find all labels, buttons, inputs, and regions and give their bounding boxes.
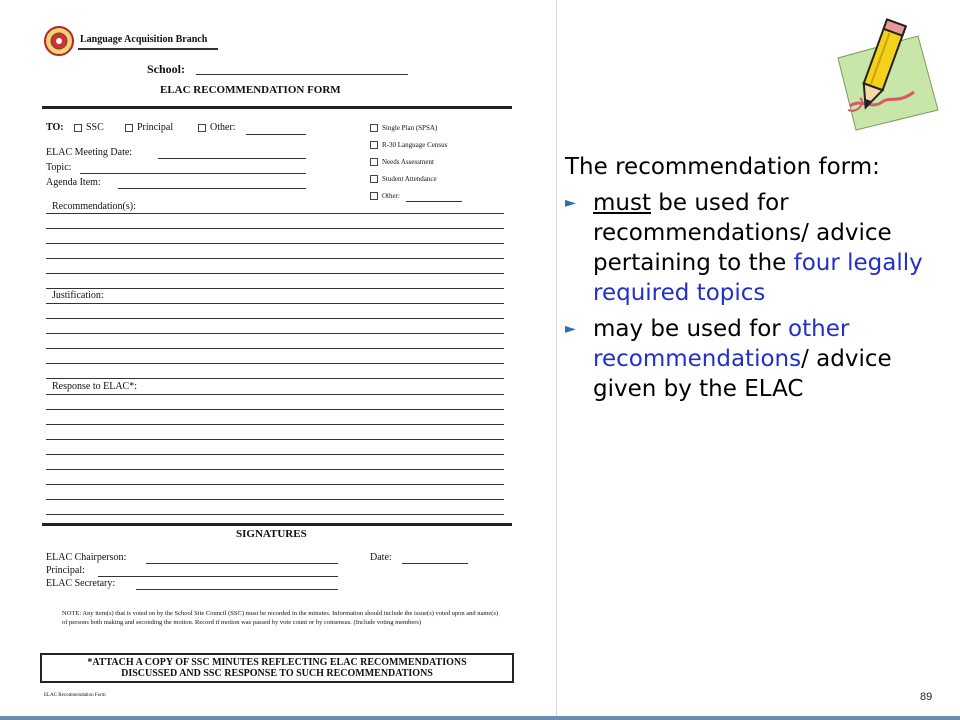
checkbox-icon bbox=[125, 124, 133, 132]
recommendations-label: Recommendation(s): bbox=[52, 201, 136, 212]
school-label: School: bbox=[147, 62, 186, 76]
checkbox-icon bbox=[370, 175, 378, 183]
attach-line-2: DISCUSSED AND SSC RESPONSE TO SUCH RECOMMENDATIONS bbox=[121, 668, 433, 679]
bullet-arrow-icon: ► bbox=[565, 195, 576, 211]
meeting-date-label: ELAC Meeting Date: bbox=[46, 147, 133, 158]
secretary-label: ELAC Secretary: bbox=[46, 578, 116, 589]
to-option-other: Other: bbox=[198, 122, 236, 133]
checkbox-needs: Needs Assessment bbox=[370, 158, 434, 166]
bullet-arrow-icon: ► bbox=[565, 321, 576, 337]
date-label: Date: bbox=[370, 552, 392, 563]
slide-intro: The recommendation form: bbox=[565, 154, 880, 180]
branch-name: Language Acquisition Branch bbox=[80, 34, 208, 45]
response-label: Response to ELAC*: bbox=[52, 381, 137, 392]
attach-line-1: *ATTACH A COPY OF SSC MINUTES REFLECTING ELAC RECOMMENDATIONS bbox=[87, 657, 467, 668]
checkbox-icon bbox=[198, 124, 206, 132]
to-option-ssc: SSC bbox=[74, 122, 104, 133]
form-title: ELAC RECOMMENDATION FORM bbox=[160, 84, 341, 96]
checkbox-icon bbox=[370, 124, 378, 132]
bullet-2-text-a: may be used for bbox=[593, 316, 789, 342]
principal-label: Principal: bbox=[46, 565, 85, 576]
checkbox-attendance: Student Attendance bbox=[370, 175, 437, 183]
page-number: 89 bbox=[920, 691, 933, 703]
slide-content bbox=[565, 152, 925, 410]
checkbox-icon bbox=[370, 141, 378, 149]
checkbox-spsa: Single Plan (SPSA) bbox=[370, 124, 437, 132]
bullet-1-must: must bbox=[593, 190, 651, 216]
bullet-1-highlight: four legally required topics bbox=[593, 250, 923, 306]
attach-box bbox=[40, 653, 514, 683]
to-option-principal: Principal bbox=[125, 122, 173, 133]
checkbox-census: R-30 Language Census bbox=[370, 141, 447, 149]
district-seal-icon bbox=[44, 26, 74, 56]
checkbox-icon bbox=[74, 124, 82, 132]
topic-label: Topic: bbox=[46, 162, 72, 173]
form-footer: ELAC Recommendation Form bbox=[44, 693, 106, 698]
agenda-label: Agenda Item: bbox=[46, 177, 101, 188]
chairperson-label: ELAC Chairperson: bbox=[46, 552, 127, 563]
bullet-2-text-b: / advice given by the ELAC bbox=[593, 346, 892, 402]
bullet-1 bbox=[565, 188, 925, 308]
form-note: NOTE: Any item(s) that is voted on by the School Site Council (SSC) must be recorded in the minutes. Information should include the issue(s) voted upon and name(s) of persons both making and seconding the motion. Record if motion was passed by vote count or by consensus. (Include voting members) bbox=[62, 610, 499, 626]
justification-label: Justification: bbox=[52, 290, 104, 301]
checkbox-icon bbox=[370, 192, 378, 200]
to-label: TO: bbox=[46, 122, 64, 133]
signatures-title: SIGNATURES bbox=[236, 528, 307, 540]
bullet-2 bbox=[565, 314, 925, 404]
bullet-1-text: be used for recommendations/ advice pertaining to the bbox=[593, 190, 892, 276]
bullet-2-highlight: other recommendations bbox=[593, 316, 850, 372]
checkbox-icon bbox=[370, 158, 378, 166]
checkbox-other: Other: bbox=[370, 192, 400, 200]
pencil-icon bbox=[820, 18, 950, 134]
footer-bar bbox=[0, 716, 960, 720]
